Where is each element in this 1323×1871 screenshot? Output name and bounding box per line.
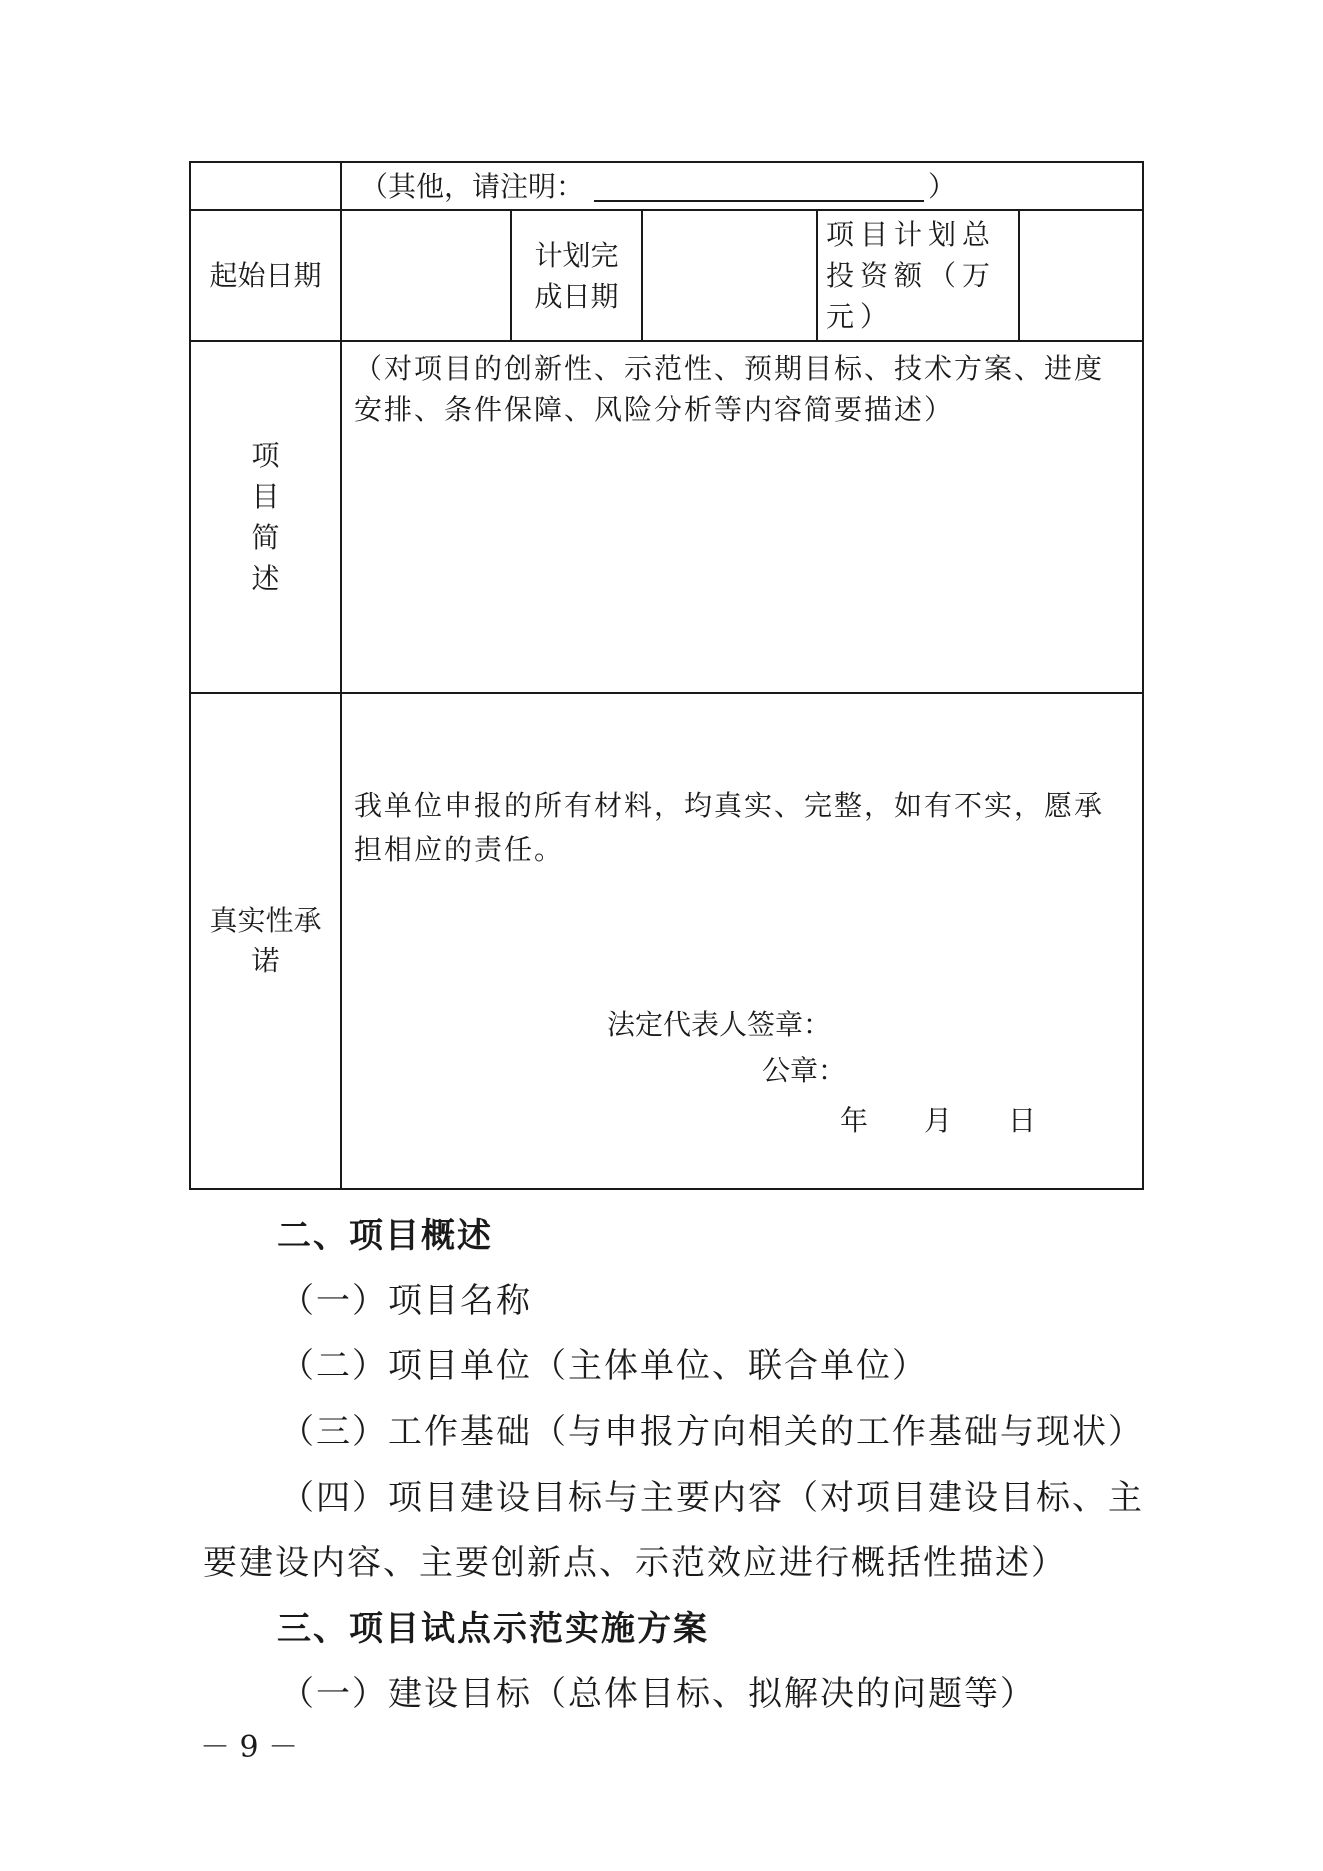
promise-label: 真实性承诺 (190, 693, 341, 1189)
other-suffix: ） (928, 169, 957, 203)
summary-label-char: 述 (251, 562, 280, 595)
date-row (190, 210, 1143, 341)
section-2-4-line1: （四）项目建设目标与主要内容（对项目建设目标、主 (280, 1478, 1144, 1518)
total-investment-value[interactable] (1019, 210, 1143, 341)
other-specify-line[interactable] (594, 170, 924, 202)
promise-row (190, 693, 1143, 1189)
section-2-title: 二、项目概述 (277, 1216, 493, 1256)
date-line: 年 月 日 (840, 1104, 1037, 1137)
planned-end-value[interactable] (642, 210, 817, 341)
section-2-2: （二）项目单位（主体单位、联合单位） (280, 1346, 928, 1386)
legal-rep-sign-label: 法定代表人签章： (607, 1008, 832, 1041)
start-date-label: 起始日期 (190, 210, 341, 341)
summary-label-char: 目 (251, 480, 280, 513)
promise-content-cell (341, 693, 1143, 1189)
other-specify-cell (341, 162, 1143, 210)
promise-statement: 我单位申报的所有材料，均真实、完整，如有不实，愿承担相应的责任。 (354, 789, 1105, 866)
summary-label (190, 341, 341, 693)
other-prefix: （其他，请注明： (360, 169, 585, 203)
summary-label-char: 项 (251, 439, 280, 472)
summary-label-char: 简 (251, 521, 280, 554)
total-investment-label: 项目计划总投资额（万元） (817, 210, 1019, 341)
summary-content-cell[interactable] (341, 341, 1143, 693)
section-3-title: 三、项目试点示范实施方案 (277, 1609, 709, 1649)
summary-row (190, 341, 1143, 693)
section-2-3: （三）工作基础（与申报方向相关的工作基础与现状） (280, 1412, 1144, 1452)
other-label-cell (190, 162, 341, 210)
other-row (190, 162, 1143, 210)
project-form-table (189, 161, 1144, 1190)
seal-label: 公章： (762, 1054, 847, 1087)
section-2-1: （一）项目名称 (280, 1281, 532, 1321)
summary-hint: （对项目的创新性、示范性、预期目标、技术方案、进度安排、条件保障、风险分析等内容简要描述） (354, 352, 1105, 426)
planned-end-label: 计划完成日期 (511, 210, 642, 341)
start-date-value[interactable] (341, 210, 511, 341)
section-2-4-line2: 要建设内容、主要创新点、示范效应进行概括性描述） (203, 1543, 1067, 1583)
page-number: － 9 － (200, 1730, 299, 1765)
section-3-1: （一）建设目标（总体目标、拟解决的问题等） (280, 1674, 1036, 1714)
